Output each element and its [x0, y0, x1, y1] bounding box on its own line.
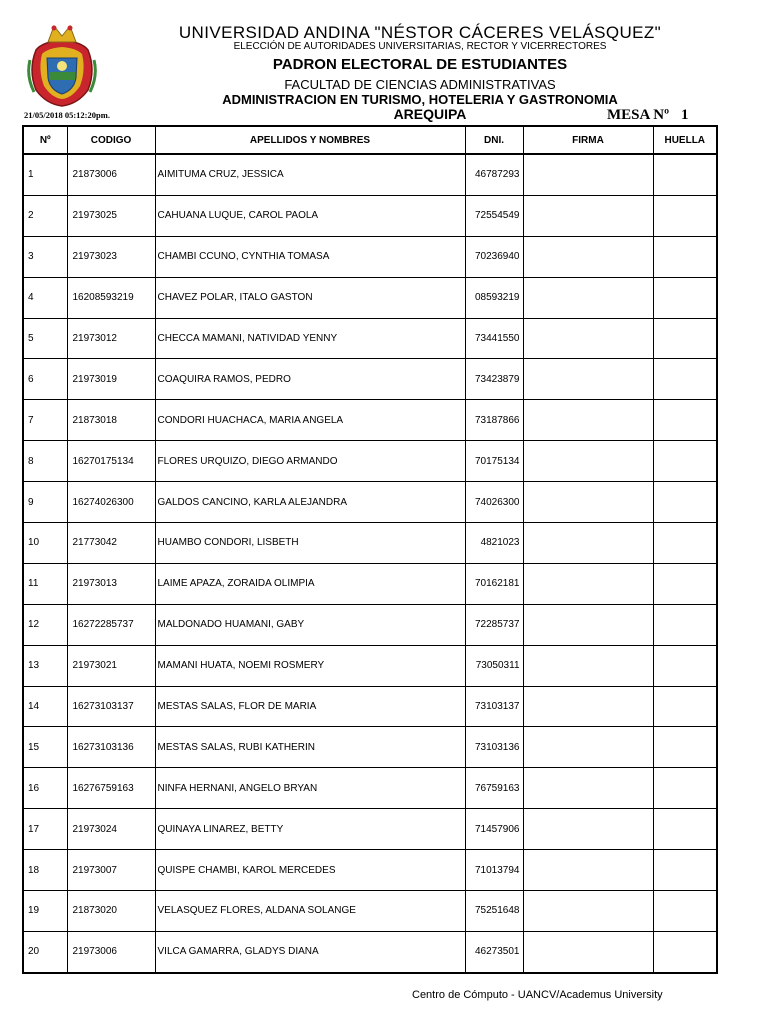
row-firma-cell: [523, 891, 653, 932]
row-number: 17: [23, 809, 67, 850]
row-firma-cell: [523, 482, 653, 523]
row-number: 15: [23, 727, 67, 768]
row-huella-cell: [653, 523, 717, 564]
row-huella-cell: [653, 318, 717, 359]
row-firma-cell: [523, 686, 653, 727]
table-row: [23, 195, 717, 236]
row-number: 5: [23, 318, 67, 359]
row-firma-cell: [523, 645, 653, 686]
row-huella-cell: [653, 891, 717, 932]
row-huella-cell: [653, 686, 717, 727]
row-codigo: 16273103137: [67, 686, 155, 727]
row-nombre: CHECCA MAMANI, NATIVIDAD YENNY: [155, 318, 465, 359]
row-number: 12: [23, 604, 67, 645]
row-firma-cell: [523, 768, 653, 809]
row-codigo: 16274026300: [67, 482, 155, 523]
row-dni: 73187866: [465, 400, 523, 441]
row-number: 2: [23, 195, 67, 236]
print-date: 21/05/2018 05:12:20pm.: [24, 110, 110, 120]
row-nombre: NINFA HERNANI, ANGELO BRYAN: [155, 768, 465, 809]
row-huella-cell: [653, 850, 717, 891]
row-number: 9: [23, 482, 67, 523]
row-number: 7: [23, 400, 67, 441]
row-number: 18: [23, 850, 67, 891]
row-dni: 4821023: [465, 523, 523, 564]
row-codigo: 21973006: [67, 931, 155, 972]
mesa-label: [607, 106, 689, 124]
row-firma-cell: [523, 441, 653, 482]
row-firma-cell: [523, 400, 653, 441]
row-dni: 74026300: [465, 482, 523, 523]
row-huella-cell: [653, 400, 717, 441]
column-header-number: Nº: [23, 126, 67, 154]
row-nombre: CAHUANA LUQUE, CAROL PAOLA: [155, 195, 465, 236]
row-number: 14: [23, 686, 67, 727]
row-number: 8: [23, 441, 67, 482]
row-firma-cell: [523, 154, 653, 195]
row-nombre: MESTAS SALAS, RUBI KATHERIN: [155, 727, 465, 768]
row-codigo: 16276759163: [67, 768, 155, 809]
row-dni: 71457906: [465, 809, 523, 850]
election-subtitle: ELECCIÓN DE AUTORIDADES UNIVERSITARIAS, RECTOR Y VICERRECTORES: [233, 41, 607, 52]
row-number: 19: [23, 891, 67, 932]
row-dni: 72285737: [465, 604, 523, 645]
document-title: PADRON ELECTORAL DE ESTUDIANTES: [272, 56, 568, 73]
row-huella-cell: [653, 195, 717, 236]
row-nombre: CHAVEZ POLAR, ITALO GASTON: [155, 277, 465, 318]
row-nombre: VELASQUEZ FLORES, ALDANA SOLANGE: [155, 891, 465, 932]
row-nombre: FLORES URQUIZO, DIEGO ARMANDO: [155, 441, 465, 482]
row-nombre: QUISPE CHAMBI, KAROL MERCEDES: [155, 850, 465, 891]
row-nombre: MALDONADO HUAMANI, GABY: [155, 604, 465, 645]
column-header-dni: DNI.: [465, 126, 523, 154]
row-huella-cell: [653, 931, 717, 972]
row-nombre: CHAMBI CCUNO, CYNTHIA TOMASA: [155, 236, 465, 277]
mesa-number: 1: [681, 107, 689, 123]
row-huella-cell: [653, 809, 717, 850]
column-header-huella: HUELLA: [653, 126, 717, 154]
row-nombre: AIMITUMA CRUZ, JESSICA: [155, 154, 465, 195]
row-firma-cell: [523, 809, 653, 850]
row-huella-cell: [653, 482, 717, 523]
row-nombre: LAIME APAZA, ZORAIDA OLIMPIA: [155, 563, 465, 604]
row-number: 16: [23, 768, 67, 809]
row-dni: 73441550: [465, 318, 523, 359]
row-dni: 73050311: [465, 645, 523, 686]
row-huella-cell: [653, 604, 717, 645]
row-huella-cell: [653, 727, 717, 768]
table-row: [23, 154, 717, 195]
column-header-codigo: CODIGO: [67, 126, 155, 154]
table-row: [23, 686, 717, 727]
row-nombre: CONDORI HUACHACA, MARIA ANGELA: [155, 400, 465, 441]
university-crest-icon: [26, 20, 98, 108]
table-row: [23, 359, 717, 400]
row-firma-cell: [523, 359, 653, 400]
row-huella-cell: [653, 441, 717, 482]
table-row: [23, 563, 717, 604]
row-number: 6: [23, 359, 67, 400]
table-row: [23, 850, 717, 891]
table-row: [23, 809, 717, 850]
row-number: 3: [23, 236, 67, 277]
row-huella-cell: [653, 359, 717, 400]
row-nombre: GALDOS CANCINO, KARLA ALEJANDRA: [155, 482, 465, 523]
faculty-name: FACULTAD DE CIENCIAS ADMINISTRATIVAS: [284, 77, 556, 92]
row-nombre: QUINAYA LINAREZ, BETTY: [155, 809, 465, 850]
row-firma-cell: [523, 277, 653, 318]
table-row: [23, 318, 717, 359]
row-nombre: COAQUIRA RAMOS, PEDRO: [155, 359, 465, 400]
row-firma-cell: [523, 931, 653, 972]
row-dni: 70236940: [465, 236, 523, 277]
table-row: [23, 482, 717, 523]
row-codigo: 21973013: [67, 563, 155, 604]
row-dni: 72554549: [465, 195, 523, 236]
row-huella-cell: [653, 154, 717, 195]
row-huella-cell: [653, 236, 717, 277]
row-codigo: 21973021: [67, 645, 155, 686]
city-name: AREQUIPA: [393, 106, 467, 122]
row-dni: 73103136: [465, 727, 523, 768]
row-codigo: 21973025: [67, 195, 155, 236]
table-row: [23, 727, 717, 768]
row-number: 1: [23, 154, 67, 195]
row-codigo: 16273103136: [67, 727, 155, 768]
row-firma-cell: [523, 850, 653, 891]
row-dni: 76759163: [465, 768, 523, 809]
mesa-label-text: MESA Nº: [607, 107, 670, 123]
row-dni: 70175134: [465, 441, 523, 482]
row-nombre: HUAMBO CONDORI, LISBETH: [155, 523, 465, 564]
row-number: 10: [23, 523, 67, 564]
row-huella-cell: [653, 277, 717, 318]
footer-credit: Centro de Cómputo - UANCV/Academus University: [412, 989, 663, 1001]
row-dni: 71013794: [465, 850, 523, 891]
university-name: UNIVERSIDAD ANDINA "NÉSTOR CÁCERES VELÁSQUEZ": [178, 23, 662, 42]
table-row: [23, 523, 717, 564]
row-dni: 46273501: [465, 931, 523, 972]
row-dni: 08593219: [465, 277, 523, 318]
column-header-firma: FIRMA: [523, 126, 653, 154]
row-firma-cell: [523, 318, 653, 359]
table-row: [23, 236, 717, 277]
row-number: 11: [23, 563, 67, 604]
row-number: 4: [23, 277, 67, 318]
row-codigo: 21873006: [67, 154, 155, 195]
row-codigo: 21973023: [67, 236, 155, 277]
table-row: [23, 645, 717, 686]
row-dni: 46787293: [465, 154, 523, 195]
row-number: 13: [23, 645, 67, 686]
table-row: [23, 400, 717, 441]
row-firma-cell: [523, 563, 653, 604]
row-codigo: 16270175134: [67, 441, 155, 482]
school-name: ADMINISTRACION EN TURISMO, HOTELERIA Y GASTRONOMIA: [222, 92, 618, 107]
row-firma-cell: [523, 195, 653, 236]
row-codigo: 21873018: [67, 400, 155, 441]
row-nombre: MESTAS SALAS, FLOR DE MARIA: [155, 686, 465, 727]
row-codigo: 21973019: [67, 359, 155, 400]
row-codigo: 16272285737: [67, 604, 155, 645]
row-codigo: 21773042: [67, 523, 155, 564]
row-huella-cell: [653, 768, 717, 809]
row-nombre: VILCA GAMARRA, GLADYS DIANA: [155, 931, 465, 972]
row-dni: 70162181: [465, 563, 523, 604]
row-firma-cell: [523, 727, 653, 768]
row-number: 20: [23, 931, 67, 972]
row-nombre: MAMANI HUATA, NOEMI ROSMERY: [155, 645, 465, 686]
row-codigo: 21973012: [67, 318, 155, 359]
row-codigo: 21973007: [67, 850, 155, 891]
table-header-row: [23, 126, 717, 154]
row-dni: 73103137: [465, 686, 523, 727]
table-row: [23, 441, 717, 482]
table-row: [23, 768, 717, 809]
voter-table: [22, 125, 718, 974]
row-huella-cell: [653, 563, 717, 604]
row-codigo: 21873020: [67, 891, 155, 932]
row-huella-cell: [653, 645, 717, 686]
row-codigo: 21973024: [67, 809, 155, 850]
row-firma-cell: [523, 523, 653, 564]
row-dni: 73423879: [465, 359, 523, 400]
column-header-nombres: APELLIDOS Y NOMBRES: [155, 126, 465, 154]
table-row: [23, 931, 717, 972]
row-firma-cell: [523, 236, 653, 277]
table-row: [23, 277, 717, 318]
row-dni: 75251648: [465, 891, 523, 932]
row-codigo: 16208593219: [67, 277, 155, 318]
row-firma-cell: [523, 604, 653, 645]
table-row: [23, 604, 717, 645]
table-row: [23, 891, 717, 932]
